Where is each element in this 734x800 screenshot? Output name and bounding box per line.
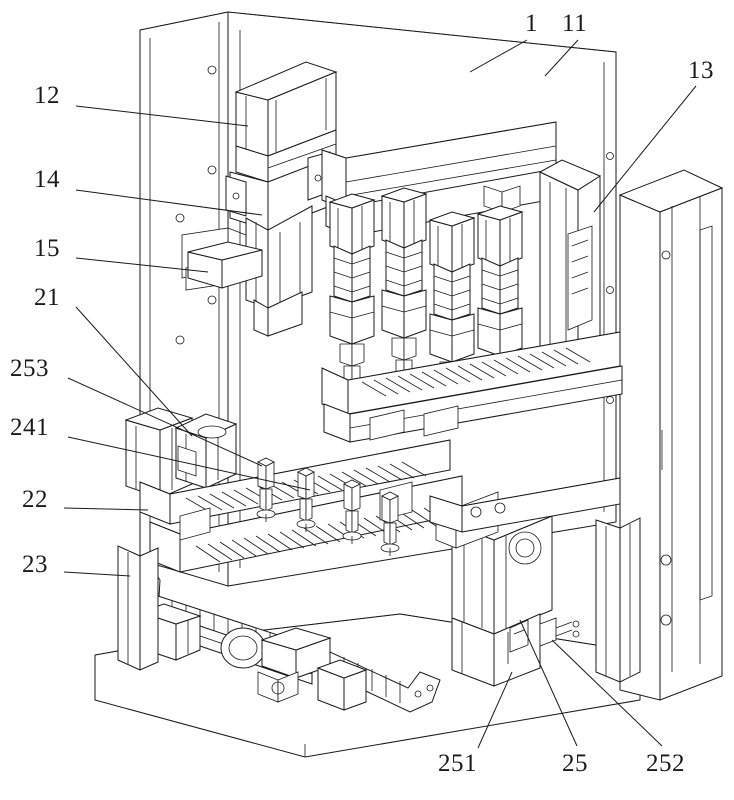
- ref-label-252: 252: [646, 750, 685, 777]
- lower-spindle-3: [343, 480, 361, 544]
- ref-label-11: 11: [562, 10, 588, 37]
- ref-label-253: 253: [10, 355, 49, 382]
- ref-label-15: 15: [34, 235, 60, 262]
- lower-spindle-2: [297, 468, 315, 532]
- ref-label-25: 25: [562, 750, 588, 777]
- lower-spindle-1: [257, 458, 275, 522]
- left-lower-leg: [118, 546, 158, 670]
- ref-label-12: 12: [34, 82, 60, 109]
- ref-label-23: 23: [22, 551, 48, 578]
- ref-label-14: 14: [34, 166, 60, 193]
- lower-spindle-4: [381, 492, 399, 556]
- ref-label-13: 13: [688, 57, 714, 84]
- right-lower-support: [596, 518, 640, 682]
- ref-label-251: 251: [438, 750, 477, 777]
- ref-label-1: 1: [525, 10, 538, 37]
- ref-label-241: 241: [10, 414, 49, 441]
- ref-label-21: 21: [34, 284, 60, 311]
- ref-label-22: 22: [22, 486, 48, 513]
